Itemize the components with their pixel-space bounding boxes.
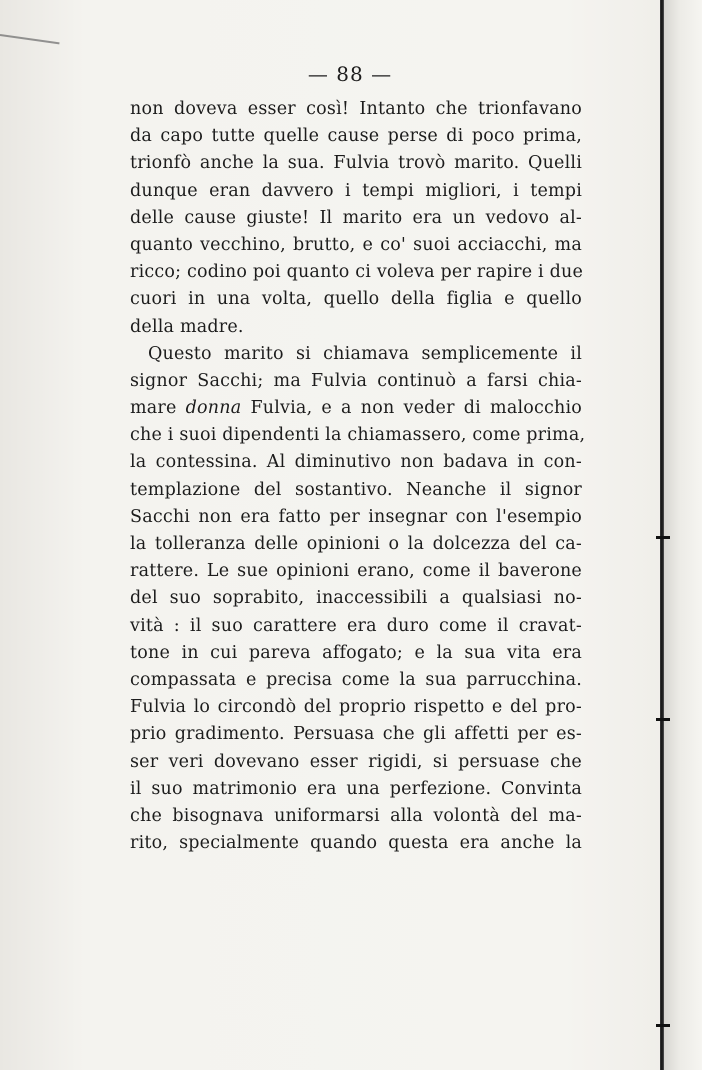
- binding-thread-mark: [656, 536, 670, 539]
- text-line: delle cause giuste! Il marito era un vedovo al-: [130, 207, 582, 228]
- text-line: rito, specialmente quando questa era anche la: [130, 833, 582, 854]
- text-line: Fulvia lo circondò del proprio rispetto e del pro-: [130, 697, 582, 718]
- text-line: il suo matrimonio era una perfezione. Convinta: [130, 778, 582, 799]
- paragraph-start-line: Questo marito si chiamava semplicemente il: [148, 343, 582, 364]
- text-line: compassata e precisa come la sua parrucchina.: [130, 669, 582, 690]
- text-line: trionfò anche la sua. Fulvia trovò marito. Quelli: [130, 153, 582, 174]
- text-line: del suo soprabito, inaccessibili a qualsiasi no-: [130, 588, 582, 609]
- text-segment: Fulvia, e a non veder di malocchio: [241, 398, 583, 419]
- italic-word: donna: [185, 398, 242, 419]
- binding-edge: [660, 0, 664, 1070]
- text-line: tone in cui pareva affogato; e la sua vita era: [130, 642, 582, 663]
- text-line: dunque eran davvero i tempi migliori, i tempi: [130, 180, 582, 201]
- text-line: quanto vecchino, brutto, e co' suoi acciacchi, ma: [130, 234, 582, 255]
- text-segment: mare: [130, 398, 186, 419]
- text-line-with-italic: [130, 395, 582, 422]
- text-line: che bisognava uniformarsi alla volontà del ma-: [130, 805, 582, 826]
- text-line: della madre.: [130, 316, 244, 337]
- text-line: cuori in una volta, quello della figlia e quello: [130, 289, 582, 310]
- text-line: che i suoi dipendenti la chiamassero, come prima,: [130, 425, 586, 446]
- text-line: rattere. Le sue opinioni erano, come il baverone: [130, 561, 582, 582]
- text-line: vità : il suo carattere era duro come il cravat-: [130, 615, 582, 636]
- binding-shadow: [664, 0, 702, 1070]
- text-line: templazione del sostantivo. Neanche il signor: [130, 479, 582, 500]
- text-line: signor Sacchi; ma Fulvia continuò a farsi chia-: [130, 370, 582, 391]
- text-line: la contessina. Al diminutivo non badava in con-: [130, 452, 582, 473]
- paper-scratch: [0, 34, 60, 44]
- text-line: la tolleranza delle opinioni o la dolcezza del ca-: [130, 534, 582, 554]
- binding-thread-mark: [656, 718, 670, 721]
- page-number: — 88 —: [307, 62, 393, 86]
- text-line: da capo tutte quelle cause perse di poco prima,: [130, 126, 582, 147]
- text-line: Sacchi non era fatto per insegnar con l'esempio: [130, 506, 582, 527]
- text-line: ricco; codino poi quanto ci voleva per rapire i due: [130, 262, 584, 283]
- binding-thread-mark: [656, 1024, 670, 1027]
- body-text: [130, 96, 586, 857]
- text-line: non doveva esser così! Intanto che trionfavano: [130, 99, 582, 119]
- text-line: prio gradimento. Persuasa che gli affetti per es-: [130, 724, 582, 745]
- text-line: ser veri dovevano esser rigidi, si persuase che: [130, 751, 582, 772]
